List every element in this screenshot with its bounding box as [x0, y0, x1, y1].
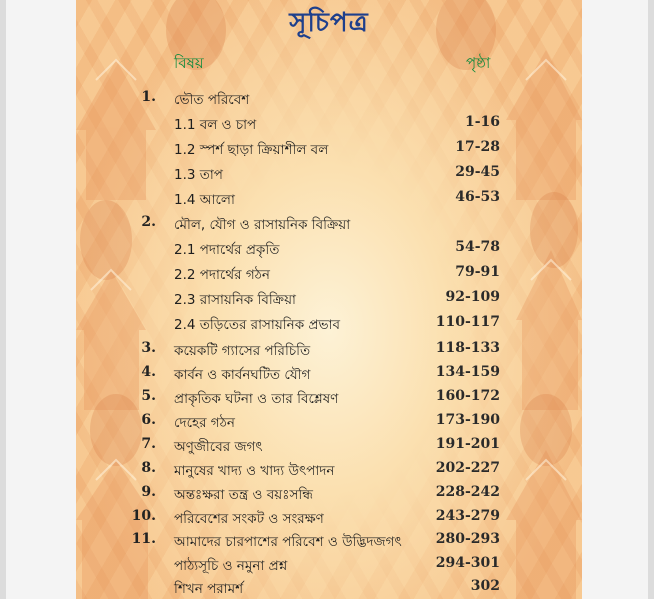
toc-number: 7.	[141, 436, 156, 452]
toc-row	[76, 311, 582, 335]
toc-pages: 202-227	[435, 460, 500, 476]
toc-pages: 110-117	[435, 314, 500, 330]
column-header-subject: বিষয়	[174, 54, 204, 72]
toc-row	[76, 481, 582, 505]
toc-pages: 280-293	[435, 531, 500, 547]
toc-number: 8.	[141, 460, 156, 476]
toc-title: পাঠ্যসূচি ও নমুনা প্রশ্ন	[174, 558, 288, 574]
toc-row	[76, 433, 582, 457]
toc-row	[76, 86, 582, 110]
toc-pages: 1-16	[464, 114, 500, 130]
toc-row	[76, 337, 582, 361]
toc-title: আমাদের চারপাশের পরিবেশ ও উদ্ভিদজগৎ	[174, 534, 402, 550]
toc-title: ভৌত পরিবেশ	[174, 92, 250, 108]
toc-pages: 173-190	[435, 412, 500, 428]
toc-row	[76, 111, 582, 135]
toc-pages: 294-301	[435, 555, 500, 571]
toc-number: 1.	[141, 89, 156, 105]
toc-row	[76, 409, 582, 433]
toc-pages: 17-28	[455, 139, 500, 155]
toc-title: 2.1 পদার্থের প্রকৃতি	[174, 242, 280, 258]
toc-pages: 134-159	[435, 364, 500, 380]
column-header-page: পৃষ্ঠা	[466, 54, 491, 72]
toc-row	[76, 136, 582, 160]
toc-row	[76, 575, 582, 599]
toc-pages: 228-242	[435, 484, 500, 500]
toc-row	[76, 211, 582, 235]
toc-number: 5.	[141, 388, 156, 404]
toc-pages: 302	[470, 578, 500, 594]
toc-row	[76, 528, 582, 552]
toc-pages: 46-53	[455, 189, 500, 205]
toc-title: 1.2 স্পর্শ ছাড়া ক্রিয়াশীল বল	[174, 142, 329, 158]
toc-title: মৌল, যৌগ ও রাসায়নিক বিক্রিয়া	[174, 217, 351, 233]
toc-pages: 54-78	[455, 239, 500, 255]
toc-pages: 191-201	[435, 436, 500, 452]
toc-title: 2.3 রাসায়নিক বিক্রিয়া	[174, 292, 296, 308]
toc-number: 4.	[141, 364, 156, 380]
toc-number: 6.	[141, 412, 156, 428]
toc-pages: 92-109	[445, 289, 500, 305]
toc-title: শিখন পরামর্শ	[174, 581, 244, 597]
viewer-left-border	[0, 0, 6, 599]
toc-row	[76, 286, 582, 310]
toc-number: 10.	[131, 508, 156, 524]
toc-pages: 118-133	[435, 340, 500, 356]
toc-pages: 160-172	[435, 388, 500, 404]
toc-row	[76, 186, 582, 210]
toc-row	[76, 161, 582, 185]
toc-row	[76, 505, 582, 529]
toc-pages: 79-91	[455, 264, 500, 280]
toc-number: 2.	[141, 214, 156, 230]
toc-row	[76, 236, 582, 260]
toc-title: কার্বন ও কার্বনঘটিত যৌগ	[174, 367, 311, 383]
viewer-right-border	[648, 0, 654, 599]
toc-title: কয়েকটি গ্যাসের পরিচিতি	[174, 343, 311, 359]
toc-title: 2.4 তড়িতের রাসায়নিক প্রভাব	[174, 317, 341, 333]
toc-number: 9.	[141, 484, 156, 500]
toc-title: মানুষের খাদ্য ও খাদ্য উৎপাদন	[174, 463, 335, 479]
toc-title: পরিবেশের সংকট ও সংরক্ষণ	[174, 511, 324, 527]
toc-title: অণুজীবের জগৎ	[174, 439, 263, 455]
toc-number: 11.	[131, 531, 156, 547]
toc-title: 2.2 পদার্থের গঠন	[174, 267, 270, 283]
toc-row	[76, 361, 582, 385]
toc-title: দেহের গঠন	[174, 415, 235, 431]
document-page	[76, 0, 582, 599]
toc-row	[76, 261, 582, 285]
toc-row	[76, 385, 582, 409]
toc-title: 1.1 বল ও চাপ	[174, 117, 257, 133]
toc-title: অন্তঃক্ষরা তন্ত্র ও বয়ঃসন্ধি	[174, 487, 313, 503]
toc-pages: 243-279	[435, 508, 500, 524]
toc-title: 1.3 তাপ	[174, 167, 223, 183]
toc-title: প্রাকৃতিক ঘটনা ও তার বিশ্লেষণ	[174, 391, 339, 407]
page-title: সূচিপত্র	[289, 8, 369, 38]
toc-title: 1.4 আলো	[174, 192, 235, 208]
toc-row	[76, 457, 582, 481]
toc-number: 3.	[141, 340, 156, 356]
toc-pages: 29-45	[455, 164, 500, 180]
toc-row	[76, 552, 582, 576]
